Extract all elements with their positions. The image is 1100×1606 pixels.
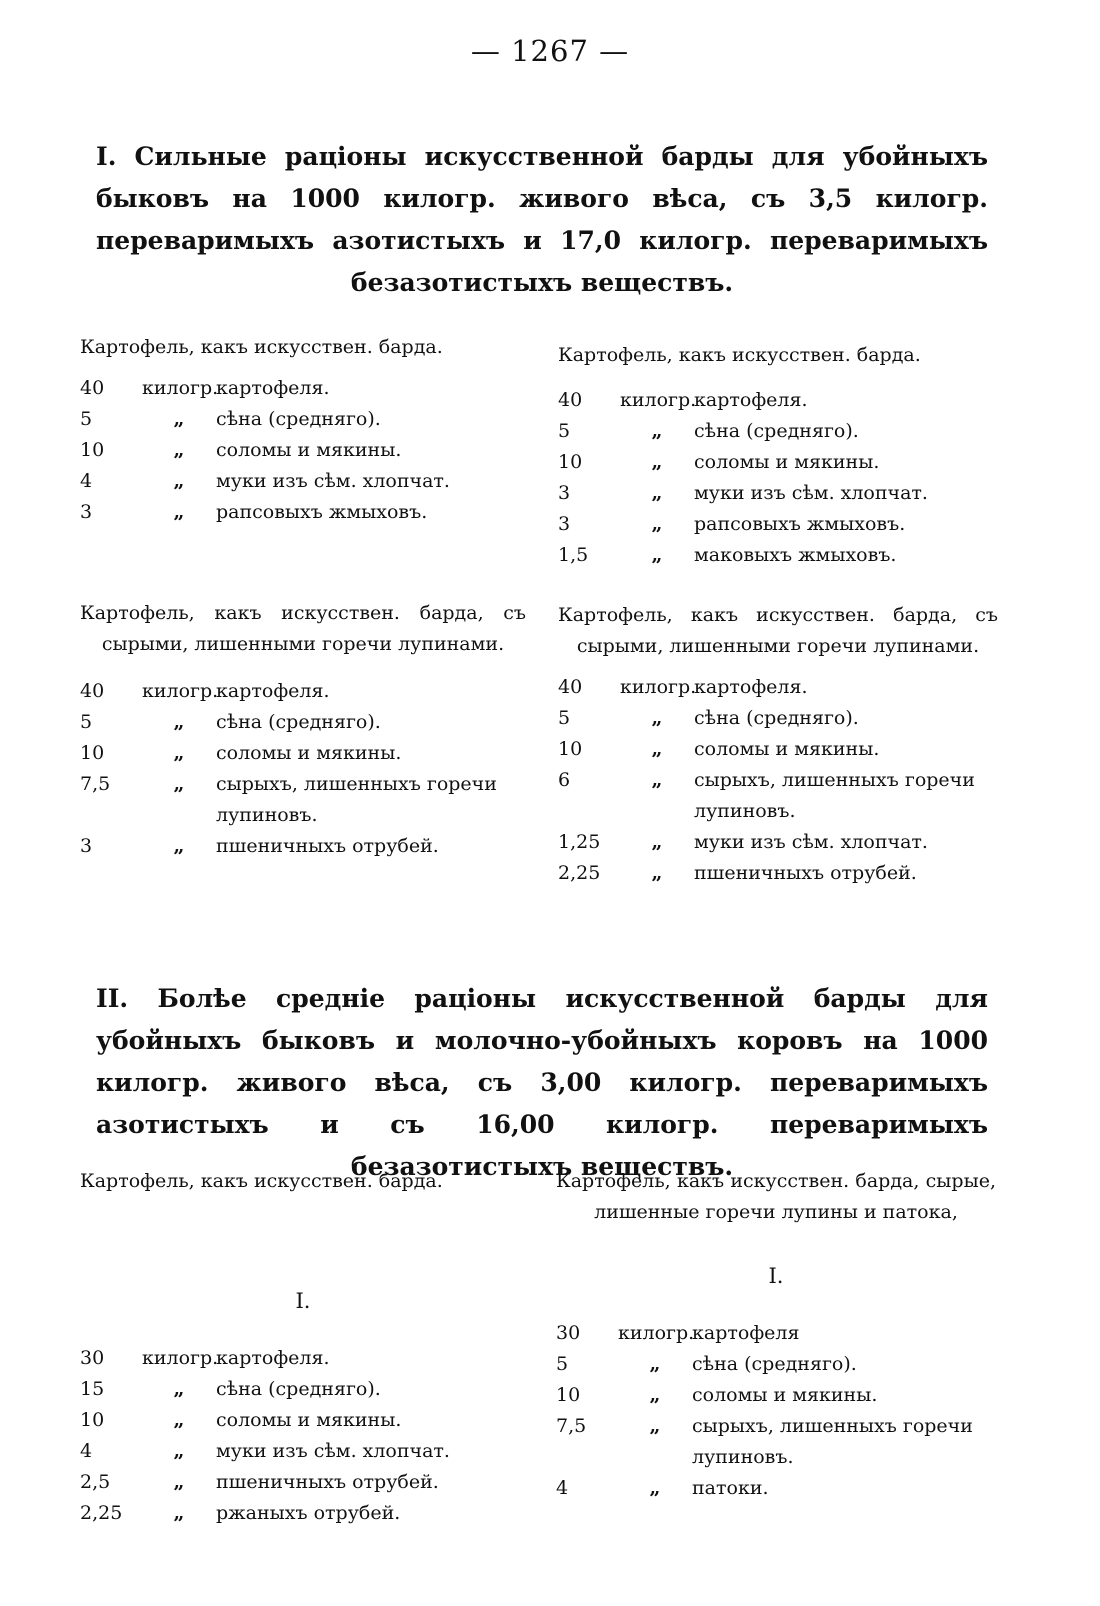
ration-amount: 1,5 (558, 544, 589, 566)
ration-amount: 10 (80, 1409, 105, 1431)
ration-item: пшеничныхъ отрубей. (216, 1471, 439, 1493)
ration-amount: 5 (80, 711, 93, 733)
ration-row (80, 1467, 526, 1498)
ration-list (80, 676, 526, 862)
ration-list (556, 1318, 996, 1504)
ditto-mark: „ (649, 1415, 661, 1437)
ration-row (80, 1343, 526, 1374)
ditto-mark: „ (173, 773, 185, 795)
ration-item: картофеля. (216, 680, 330, 702)
ration-item: пшеничныхъ отрубей. (694, 862, 917, 884)
ration-amount: 1,25 (558, 831, 601, 853)
ditto-mark: „ (173, 470, 185, 492)
ditto-mark: „ (173, 1409, 185, 1431)
ration-unit: килогр. (142, 680, 219, 702)
ration-amount: 10 (80, 439, 105, 461)
ditto-mark: „ (651, 513, 663, 535)
section-1-heading: I. Сильные раціоны искусственной барды для убойныхъ быковъ на 1000 килогр. живого вѣса, съ 3,5 килогр. переваримыхъ азотистыхъ и 17,0 килогр. переваримыхъ безазотистыхъ веществъ. (96, 142, 988, 297)
ration-caption: Картофель, какъ искусствен. барда, сырые, лишенные горечи лупины и патока, (556, 1170, 996, 1223)
ration-item: пшеничныхъ отрубей. (216, 835, 439, 857)
section-2-heading: II. Болѣе средніе раціоны искусственной барды для убойныхъ быковъ и молочно-убойныхъ коровъ на 1000 килогр. живого вѣса, съ 3,00 килогр. переваримыхъ азотистыхъ и съ 16,00 килогр. переваримыхъ безазотистыхъ веществъ. (96, 984, 988, 1181)
ditto-mark: „ (649, 1353, 661, 1375)
ration-item: сѣна (средняго). (216, 711, 381, 733)
ditto-mark: „ (651, 420, 663, 442)
ration-row (558, 827, 998, 858)
ration-row (80, 497, 528, 528)
ration-item: картофеля. (216, 1347, 330, 1369)
ration-row (80, 404, 528, 435)
ration-row (558, 509, 998, 540)
ration-row (80, 373, 528, 404)
ditto-mark: „ (173, 408, 185, 430)
ration-row (80, 1374, 526, 1405)
ration-item: муки изъ сѣм. хлопчат. (694, 831, 928, 853)
ration-list (80, 1343, 526, 1529)
ration-item: сѣна (средняго). (694, 420, 859, 442)
ration-item: картофеля (692, 1322, 800, 1344)
ration-item: сырыхъ, лишенныхъ горечи лупиновъ. (694, 769, 975, 822)
ration-row (556, 1318, 996, 1349)
ration-amount: 3 (80, 501, 93, 523)
ration-row (558, 478, 998, 509)
ditto-mark: „ (173, 1471, 185, 1493)
ration-block-1-right-bottom (558, 600, 998, 889)
ration-row (80, 1498, 526, 1529)
ration-amount: 5 (556, 1353, 569, 1375)
ration-item: сырыхъ, лишенныхъ горечи лупиновъ. (692, 1415, 973, 1468)
ration-item: картофеля. (694, 676, 808, 698)
page-number: — 1267 — (470, 34, 630, 68)
ration-block-2-right (556, 1166, 996, 1504)
ration-row (558, 858, 998, 889)
ration-caption: Картофель, какъ искусствен. барда. (558, 344, 921, 366)
ration-row (556, 1473, 996, 1504)
ration-block-1-left-bottom (80, 598, 526, 862)
ration-item: соломы и мякины. (694, 738, 880, 760)
ration-row (558, 765, 998, 827)
ration-amount: 30 (80, 1347, 105, 1369)
ditto-mark: „ (651, 451, 663, 473)
ration-row (80, 831, 526, 862)
ditto-mark: „ (651, 862, 663, 884)
ration-amount: 10 (558, 738, 583, 760)
ration-unit: килогр. (620, 676, 697, 698)
ration-item: картофеля. (216, 377, 330, 399)
ration-item: соломы и мякины. (692, 1384, 878, 1406)
ration-item: сѣна (средняго). (216, 408, 381, 430)
ration-item: маковыхъ жмыховъ. (694, 544, 897, 566)
ration-caption: Картофель, какъ искусствен. барда. (80, 336, 443, 358)
ration-amount: 2,25 (558, 862, 601, 884)
ditto-mark: „ (649, 1384, 661, 1406)
ration-amount: 2,25 (80, 1502, 123, 1524)
ration-amount: 15 (80, 1378, 105, 1400)
ration-amount: 5 (558, 420, 571, 442)
ditto-mark: „ (651, 738, 663, 760)
ration-row (558, 447, 998, 478)
ration-amount: 4 (556, 1477, 569, 1499)
ration-item: сѣна (средняго). (692, 1353, 857, 1375)
ration-unit: килогр. (620, 389, 697, 411)
ration-item: сѣна (средняго). (694, 707, 859, 729)
ditto-mark: „ (173, 742, 185, 764)
ration-item: соломы и мякины. (216, 1409, 402, 1431)
ration-amount: 3 (558, 513, 571, 535)
ration-amount: 2,5 (80, 1471, 111, 1493)
ration-amount: 40 (558, 676, 583, 698)
ration-unit: килогр. (142, 377, 219, 399)
ration-amount: 40 (80, 377, 105, 399)
ration-row (558, 734, 998, 765)
ration-amount: 10 (558, 451, 583, 473)
ration-list (80, 373, 528, 528)
ration-amount: 7,5 (556, 1415, 587, 1437)
ration-amount: 5 (80, 408, 93, 430)
ration-amount: 40 (80, 680, 105, 702)
ration-amount: 30 (556, 1322, 581, 1344)
ditto-mark: „ (651, 831, 663, 853)
ditto-mark: „ (173, 711, 185, 733)
ration-row (80, 676, 526, 707)
ration-amount: 7,5 (80, 773, 111, 795)
ration-row (80, 466, 528, 497)
ration-list (558, 672, 998, 889)
ditto-mark: „ (173, 439, 185, 461)
ditto-mark: „ (649, 1477, 661, 1499)
ration-row (556, 1411, 996, 1473)
ration-item: муки изъ сѣм. хлопчат. (216, 470, 450, 492)
ration-item: рапсовыхъ жмыховъ. (216, 501, 428, 523)
ration-amount: 3 (80, 835, 93, 857)
ration-unit: килогр. (142, 1347, 219, 1369)
ration-row (558, 385, 998, 416)
ration-item: соломы и мякины. (694, 451, 880, 473)
ration-list (558, 385, 998, 571)
ration-item: сырыхъ, лишенныхъ горечи лупиновъ. (216, 773, 497, 826)
ration-block-1-left-top (80, 332, 528, 528)
ditto-mark: „ (651, 544, 663, 566)
ration-caption: Картофель, какъ искусствен. барда. (80, 1170, 443, 1192)
ration-row (558, 416, 998, 447)
ditto-mark: „ (173, 1440, 185, 1462)
ration-block-1-right-top (558, 340, 998, 571)
ration-item: муки изъ сѣм. хлопчат. (216, 1440, 450, 1462)
ditto-mark: „ (651, 769, 663, 791)
ration-amount: 10 (556, 1384, 581, 1406)
ditto-mark: „ (173, 1378, 185, 1400)
ration-amount: 4 (80, 1440, 93, 1462)
ration-item: ржаныхъ отрубей. (216, 1502, 401, 1524)
ration-amount: 10 (80, 742, 105, 764)
ration-row (80, 1405, 526, 1436)
ration-row (558, 540, 998, 571)
ration-item: муки изъ сѣм. хлопчат. (694, 482, 928, 504)
ration-amount: 5 (558, 707, 571, 729)
ration-item: сѣна (средняго). (216, 1378, 381, 1400)
ration-row (80, 707, 526, 738)
ration-amount: 6 (558, 769, 571, 791)
ration-block-2-left (80, 1166, 526, 1529)
ration-item: рапсовыхъ жмыховъ. (694, 513, 906, 535)
ration-item: соломы и мякины. (216, 439, 402, 461)
ration-row (80, 435, 528, 466)
ration-amount: 3 (558, 482, 571, 504)
ration-item: соломы и мякины. (216, 742, 402, 764)
ration-row (80, 738, 526, 769)
ditto-mark: „ (651, 707, 663, 729)
ration-row (80, 769, 526, 831)
ration-item: патоки. (692, 1477, 769, 1499)
ration-caption: Картофель, какъ искусствен. барда, съ сырыми, лишенными горечи лупинами. (558, 604, 998, 657)
ditto-mark: „ (173, 1502, 185, 1524)
ration-row (558, 672, 998, 703)
ditto-mark: „ (173, 501, 185, 523)
ditto-mark: „ (651, 482, 663, 504)
ration-row (556, 1349, 996, 1380)
ration-amount: 40 (558, 389, 583, 411)
ration-caption: Картофель, какъ искусствен. барда, съ сырыми, лишенными горечи лупинами. (80, 602, 526, 655)
ration-row (556, 1380, 996, 1411)
ration-amount: 4 (80, 470, 93, 492)
ration-item: картофеля. (694, 389, 808, 411)
ration-sub-label: I. (768, 1264, 784, 1288)
ration-row (80, 1436, 526, 1467)
ration-unit: килогр. (618, 1322, 695, 1344)
ditto-mark: „ (173, 835, 185, 857)
ration-row (558, 703, 998, 734)
ration-sub-label: I. (295, 1289, 311, 1313)
